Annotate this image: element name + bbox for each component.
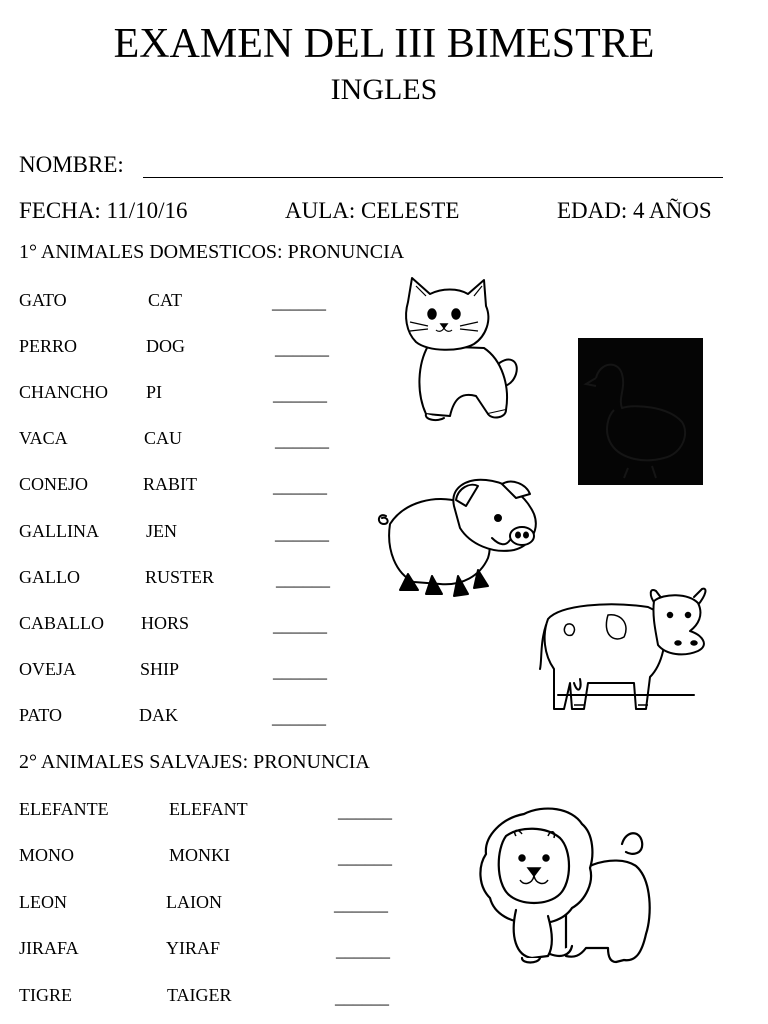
date-label: FECHA: 11/10/16 bbox=[19, 198, 188, 223]
answer-blank[interactable]: ______ bbox=[338, 847, 392, 868]
answer-blank[interactable]: ______ bbox=[272, 706, 326, 727]
dark-duck-image bbox=[578, 338, 703, 485]
page-subtitle: INGLES bbox=[330, 73, 438, 106]
name-label: NOMBRE: bbox=[19, 152, 124, 177]
cat-drawing bbox=[398, 274, 524, 424]
page-title: EXAMEN DEL III BIMESTRE bbox=[113, 21, 655, 67]
spanish-word: GALLINA bbox=[19, 520, 99, 541]
answer-blank[interactable]: ______ bbox=[272, 292, 326, 312]
spanish-word: CONEJO bbox=[19, 474, 89, 495]
english-pronunciation: SHIP bbox=[140, 658, 180, 679]
english-pronunciation: RUSTER bbox=[145, 566, 215, 587]
english-pronunciation: TAIGER bbox=[167, 984, 232, 1005]
english-pronunciation: MONKI bbox=[169, 845, 230, 866]
answer-blank[interactable]: ______ bbox=[273, 660, 327, 681]
english-pronunciation: RABIT bbox=[143, 474, 197, 495]
english-pronunciation: ELEFANT bbox=[169, 799, 248, 819]
spanish-word: GALLO bbox=[19, 566, 80, 587]
spanish-word: TIGRE bbox=[19, 984, 72, 1005]
answer-blank[interactable]: ______ bbox=[335, 986, 389, 1007]
spanish-word: CABALLO bbox=[19, 612, 104, 633]
spanish-word: OVEJA bbox=[19, 658, 76, 679]
spanish-word: PATO bbox=[19, 704, 63, 725]
spanish-word: GATO bbox=[19, 290, 67, 310]
answer-blank[interactable]: ______ bbox=[273, 384, 327, 405]
english-pronunciation: PI bbox=[146, 382, 163, 403]
english-pronunciation: CAU bbox=[144, 428, 183, 449]
pig-drawing bbox=[374, 478, 540, 604]
spanish-word: VACA bbox=[19, 428, 68, 449]
age-label: EDAD: 4 AÑOS bbox=[557, 198, 712, 223]
answer-blank[interactable]: ______ bbox=[275, 338, 329, 359]
cow-drawing bbox=[538, 585, 712, 713]
english-pronunciation: HORS bbox=[141, 612, 190, 633]
english-pronunciation: JEN bbox=[146, 520, 177, 541]
english-pronunciation: CAT bbox=[148, 290, 183, 310]
name-field[interactable] bbox=[143, 177, 723, 178]
answer-blank[interactable]: ______ bbox=[273, 614, 327, 635]
spanish-word: JIRAFA bbox=[19, 938, 79, 959]
spanish-word: PERRO bbox=[19, 336, 78, 357]
lion-drawing bbox=[476, 806, 662, 968]
answer-blank[interactable]: ______ bbox=[334, 893, 388, 914]
class-label: AULA: CELESTE bbox=[285, 198, 460, 223]
answer-blank[interactable]: ______ bbox=[338, 801, 392, 821]
answer-blank[interactable]: ______ bbox=[275, 430, 329, 451]
spanish-word: LEON bbox=[19, 891, 67, 912]
section2-heading: 2° ANIMALES SALVAJES: PRONUNCIA bbox=[19, 751, 370, 773]
english-pronunciation: DOG bbox=[146, 336, 185, 357]
section1-heading: 1° ANIMALES DOMESTICOS: PRONUNCIA bbox=[19, 241, 405, 263]
answer-blank[interactable]: ______ bbox=[275, 522, 329, 543]
english-pronunciation: LAION bbox=[166, 891, 222, 912]
spanish-word: CHANCHO bbox=[19, 382, 109, 403]
answer-blank[interactable]: ______ bbox=[273, 476, 327, 497]
spanish-word: ELEFANTE bbox=[19, 799, 109, 819]
answer-blank[interactable]: ______ bbox=[276, 568, 330, 589]
english-pronunciation: DAK bbox=[139, 704, 178, 725]
english-pronunciation: YIRAF bbox=[166, 938, 221, 959]
spanish-word: MONO bbox=[19, 845, 75, 866]
answer-blank[interactable]: ______ bbox=[336, 940, 390, 961]
